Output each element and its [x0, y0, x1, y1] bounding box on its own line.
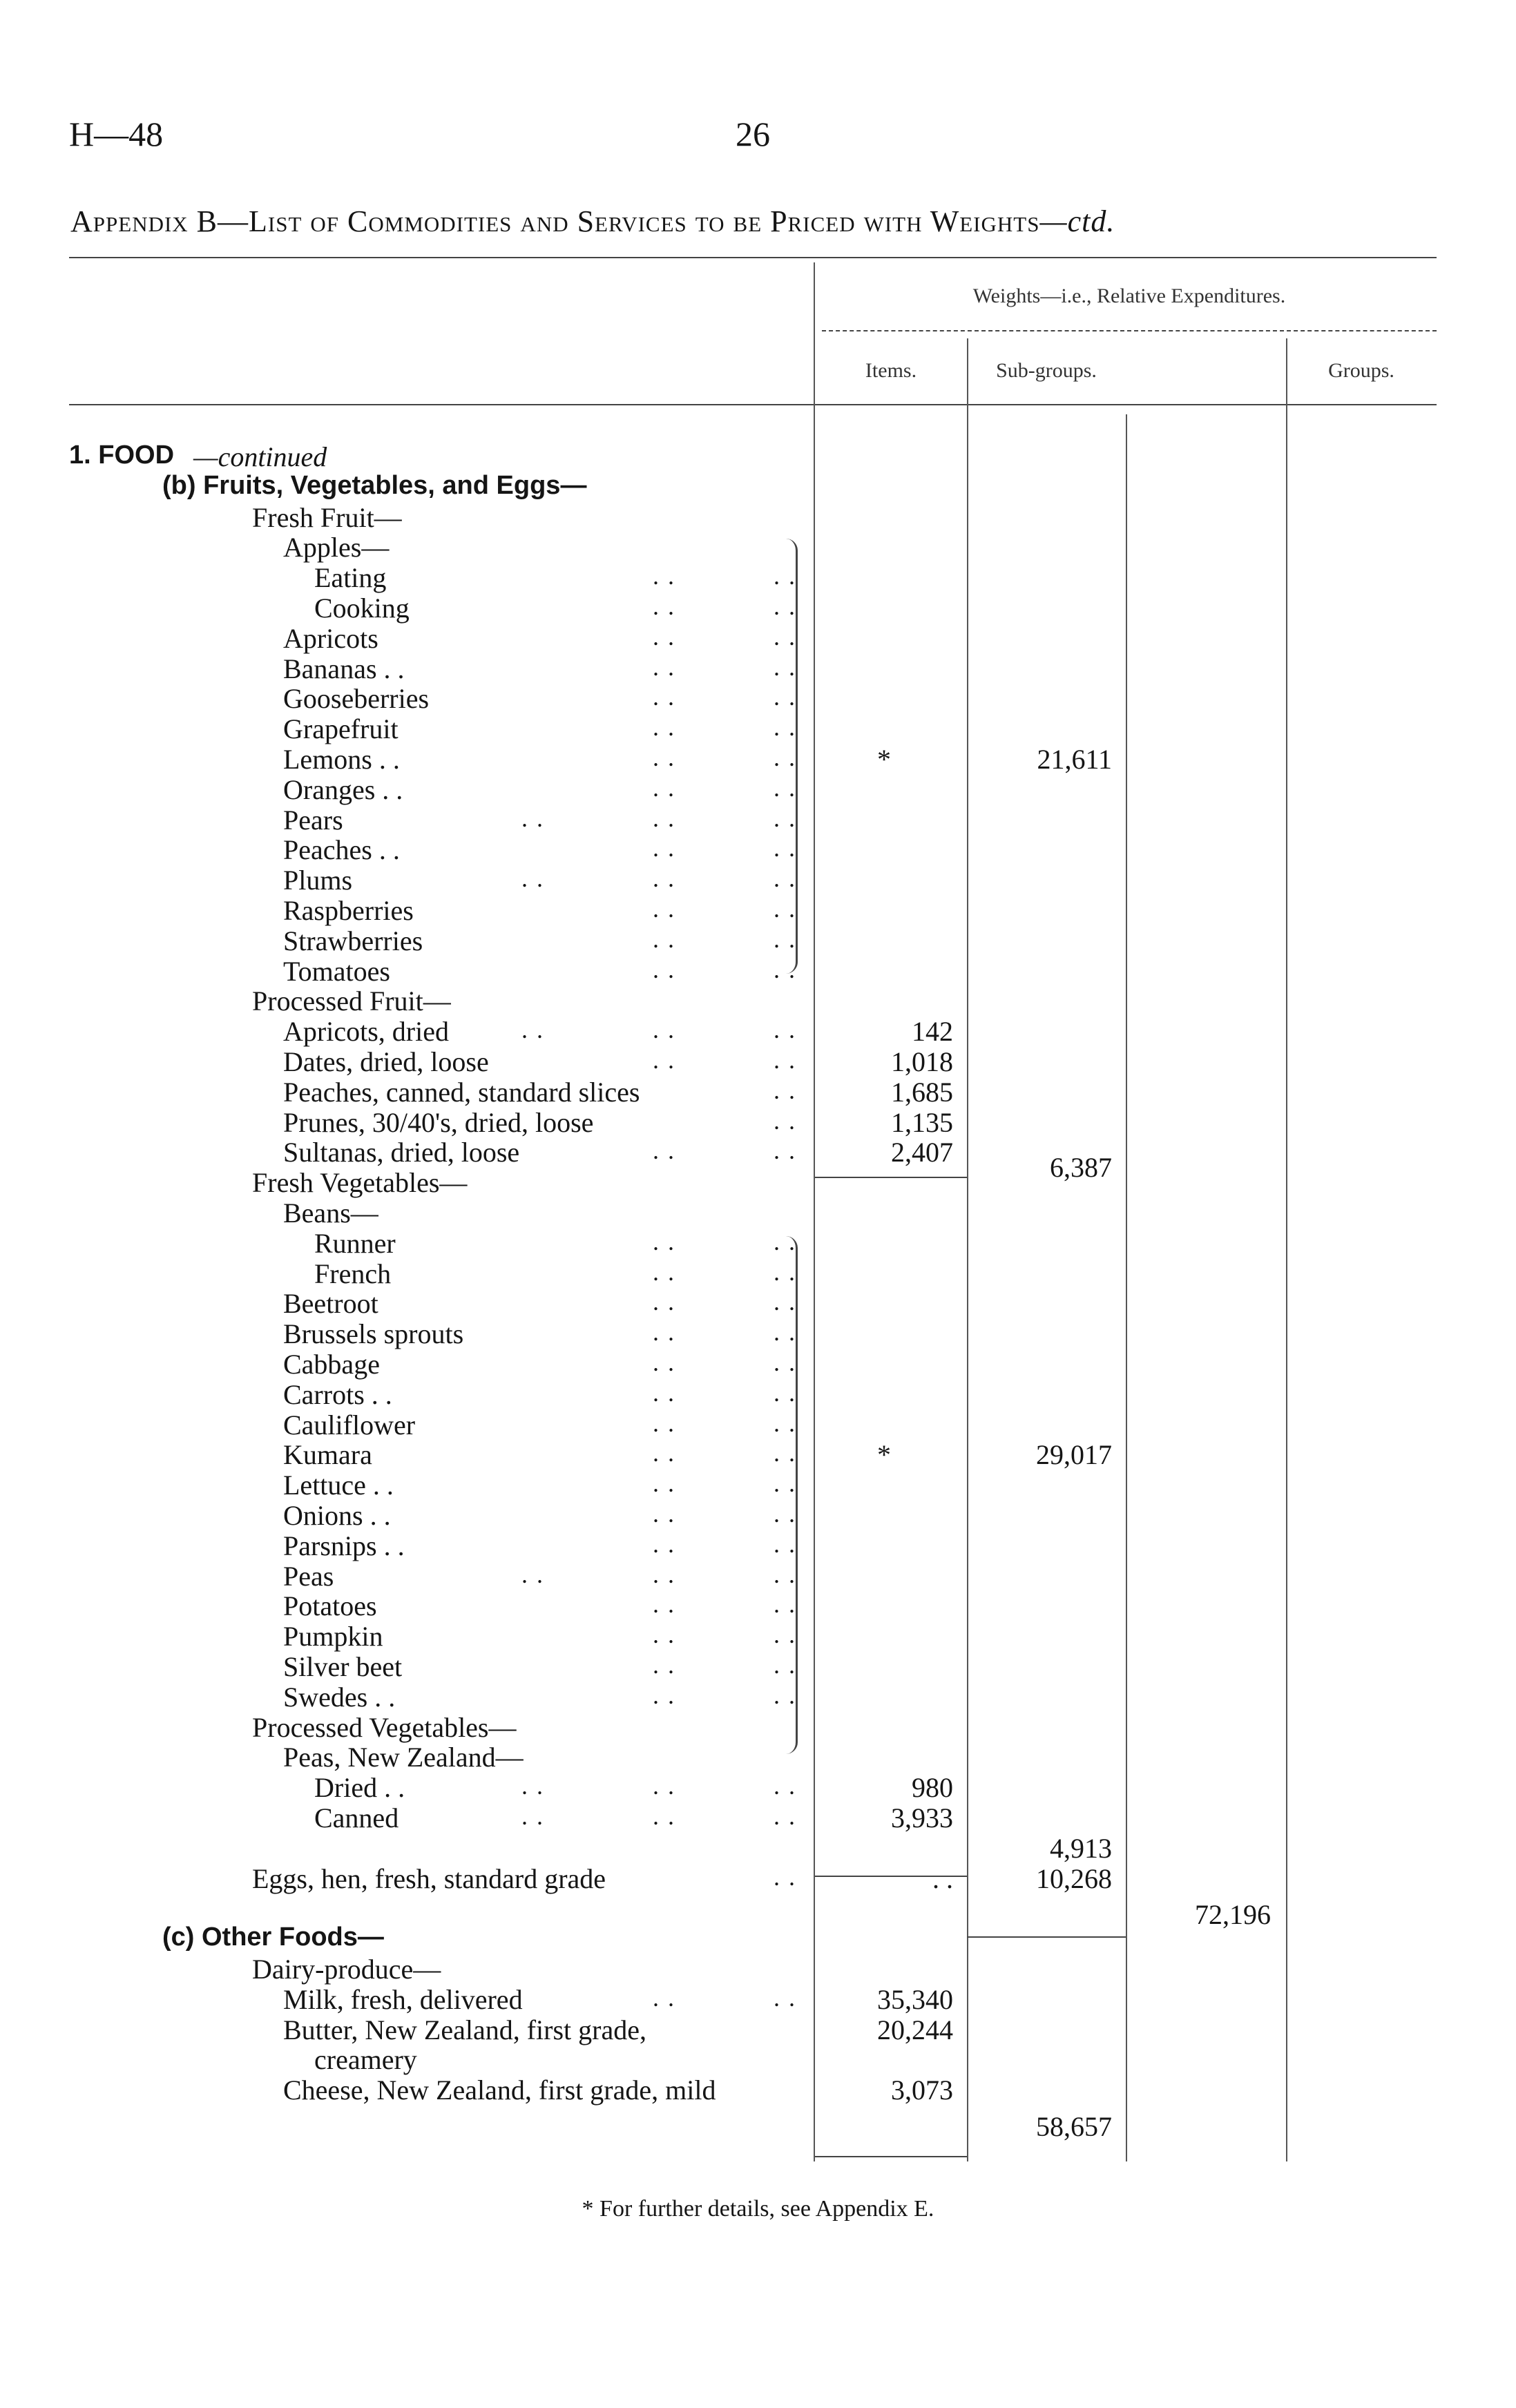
row-label: Peaches . .: [283, 834, 400, 866]
table-row: [0, 1953, 1516, 1983]
dot-leader: . .: [774, 1349, 796, 1376]
top-rule: [69, 257, 1437, 258]
dot-leader: . .: [653, 1288, 675, 1316]
dot-leader: . .: [653, 1137, 675, 1165]
table-row: [0, 1136, 1516, 1166]
table-row: [0, 713, 1516, 743]
dot-leader: . .: [774, 1288, 796, 1316]
dot-leader: . .: [774, 1651, 796, 1679]
table-row: [0, 531, 1516, 564]
dot-leader: . .: [774, 1621, 796, 1649]
dot-leader: . .: [774, 1681, 796, 1709]
row-label: Potatoes: [283, 1590, 377, 1622]
dot-leader: . .: [653, 773, 675, 802]
dot-leader: . .: [774, 1500, 796, 1528]
row-label: 1. FOOD: [69, 441, 175, 470]
dot-leader: . .: [653, 865, 675, 893]
dot-leader: . .: [653, 1530, 675, 1558]
table-row: [0, 925, 1516, 955]
dot-leader: . .: [653, 1470, 675, 1498]
page-number: 26: [736, 115, 770, 153]
table-row: [0, 1197, 1516, 1227]
row-label: Sultanas, dried, loose: [283, 1137, 520, 1168]
items-value: 35,340: [877, 1983, 953, 2015]
dot-leader: . .: [774, 1772, 796, 1800]
dot-leader: . .: [774, 773, 796, 802]
dot-leader: . .: [653, 1046, 675, 1074]
dot-leader: . .: [774, 1409, 796, 1437]
sub-value: 4,913: [1050, 1832, 1112, 1864]
row-label: Kumara: [283, 1439, 372, 1471]
items-value: 20,244: [877, 2014, 953, 2045]
table-row: [0, 1076, 1516, 1106]
row-label: Eggs, hen, fresh, standard grade: [252, 1862, 606, 1894]
dot-leader: . .: [653, 744, 675, 771]
table-row: [0, 1832, 1516, 1862]
table-row: [0, 622, 1516, 653]
dot-leader: . .: [774, 1862, 796, 1891]
row-label: Eating: [314, 562, 387, 594]
row-label: Raspberries: [283, 895, 414, 926]
dot-leader: . .: [653, 1258, 675, 1286]
table-row: [0, 1106, 1516, 1137]
dot-leader: . .: [774, 1439, 796, 1467]
table-row: [0, 1771, 1516, 1802]
dot-leader: . .: [653, 622, 675, 651]
row-label: Gooseberries: [283, 683, 430, 715]
row-label: Fresh Vegetables—: [252, 1167, 468, 1199]
items-value: 1,135: [891, 1106, 953, 1138]
dot-leader: . .: [774, 1137, 796, 1165]
dot-leader: . .: [521, 804, 544, 832]
items-header: Items.: [865, 359, 917, 382]
row-label: Apricots, dried: [283, 1016, 449, 1048]
table-row: [0, 894, 1516, 925]
sub-value: 58,657: [1036, 2110, 1112, 2142]
dot-leader: . .: [653, 834, 675, 863]
row-label: Apples—: [283, 532, 390, 564]
table-row: [0, 804, 1516, 834]
row-label: Cauliflower: [283, 1409, 416, 1441]
dot-leader: . .: [653, 1651, 675, 1679]
row-label: Dates, dried, loose: [283, 1046, 489, 1077]
table-row: [0, 1378, 1516, 1409]
dot-leader: . .: [653, 804, 675, 832]
table-row: [0, 955, 1516, 985]
table-row: [0, 441, 1516, 471]
dot-leader: . .: [653, 1681, 675, 1709]
table-row: [0, 1530, 1516, 1560]
table-row: [0, 743, 1516, 773]
sub-value: 6,387: [1050, 1152, 1112, 1184]
items-value: 2,407: [891, 1137, 953, 1168]
dot-leader: . .: [774, 622, 796, 651]
dot-leader: . .: [521, 1772, 544, 1800]
row-label: Fresh Fruit—: [252, 501, 402, 533]
dot-leader: . .: [521, 1560, 544, 1588]
page-title: Appendix B—List of Commodities and Services to be Priced with Weights—ctd.: [70, 204, 1115, 238]
row-label: Carrots . .: [283, 1378, 392, 1410]
row-label: Grapefruit: [283, 713, 399, 745]
dot-leader: . .: [653, 1409, 675, 1437]
row-label: Onions . .: [283, 1500, 391, 1531]
row-label: Cabbage: [283, 1349, 380, 1380]
table-row: [0, 2074, 1516, 2104]
table-row: [0, 1287, 1516, 1318]
row-label: Tomatoes: [283, 955, 390, 987]
dot-leader: . .: [653, 1227, 675, 1255]
row-label: Pumpkin: [283, 1621, 383, 1653]
table-row: [0, 1046, 1516, 1076]
dot-leader: . .: [774, 804, 796, 832]
dot-leader: . .: [774, 683, 796, 711]
dot-leader: . .: [521, 1802, 544, 1830]
dot-leader: . .: [774, 1076, 796, 1104]
table-row: [0, 1802, 1516, 1832]
items-value: . .: [932, 1862, 953, 1894]
dot-leader: . .: [653, 653, 675, 681]
row-label: Oranges . .: [283, 773, 403, 805]
table-row: [0, 1650, 1516, 1681]
row-label: Silver beet: [283, 1651, 403, 1682]
grp-value: 72,196: [1195, 1899, 1271, 1931]
dot-leader: . .: [653, 1802, 675, 1830]
row-label: Processed Vegetables—: [252, 1711, 517, 1743]
items-value: 3,073: [891, 2074, 953, 2106]
row-label: Strawberries: [283, 925, 423, 956]
row-label: Milk, fresh, delivered: [283, 1983, 523, 2015]
items-value: *: [877, 1439, 891, 1471]
dot-leader: . .: [774, 1983, 796, 2012]
dot-leader: . .: [774, 744, 796, 771]
dot-leader: . .: [653, 1560, 675, 1588]
table-row: [0, 1681, 1516, 1711]
row-label: Butter, New Zealand, first grade,: [283, 2014, 646, 2045]
dot-leader: . .: [653, 1983, 675, 2012]
row-label: Cooking: [314, 593, 410, 624]
table-row: [0, 1620, 1516, 1653]
dot-leader: . .: [774, 1590, 796, 1619]
table-row: [0, 1983, 1516, 2014]
table-row: [0, 1923, 1516, 1953]
dot-leader: . .: [774, 1560, 796, 1588]
dot-leader: . .: [774, 925, 796, 953]
row-label: Dairy-produce—: [252, 1954, 441, 1985]
dairy-subtotal-rule: [815, 2156, 967, 2157]
row-label: Peaches, canned, standard slices: [283, 1076, 640, 1108]
dot-leader: . .: [774, 1046, 796, 1074]
row-label: creamery: [314, 2044, 417, 2076]
row-label: Lemons . .: [283, 744, 400, 775]
dot-leader: . .: [774, 1106, 796, 1135]
dot-leader: . .: [774, 1530, 796, 1558]
table-row: [0, 1438, 1516, 1469]
table-row: [0, 2043, 1516, 2074]
dot-leader: . .: [774, 1378, 796, 1407]
items-value: 1,018: [891, 1046, 953, 1077]
sub-value: 21,611: [1037, 744, 1112, 775]
table-row: [0, 864, 1516, 894]
table-row: [0, 834, 1516, 864]
sub-value: 29,017: [1036, 1439, 1112, 1471]
items-value: *: [877, 744, 891, 775]
table-row: [0, 653, 1516, 683]
dot-leader: . .: [774, 1227, 796, 1255]
table-row: [0, 1348, 1516, 1378]
table-row: [0, 773, 1516, 804]
table-row: [0, 1318, 1516, 1348]
dot-leader: . .: [653, 1590, 675, 1619]
row-label: Dried . .: [314, 1772, 405, 1804]
row-label: Bananas . .: [283, 653, 405, 684]
dot-leader: . .: [774, 834, 796, 863]
row-label: Peas, New Zealand—: [283, 1742, 524, 1773]
row-label: Swedes . .: [283, 1681, 396, 1713]
row-label: Brussels sprouts: [283, 1318, 464, 1350]
table-row: [0, 985, 1516, 1015]
header-bottom-rule: [69, 404, 1437, 405]
row-label: Pears: [283, 804, 343, 836]
table-row: [0, 1015, 1516, 1046]
dot-leader: . .: [653, 895, 675, 923]
dot-leader: . .: [521, 1016, 544, 1044]
row-label: (b) Fruits, Vegetables, and Eggs—: [162, 470, 587, 500]
items-value: 142: [912, 1016, 953, 1048]
dot-leader: . .: [653, 562, 675, 590]
dot-leader: . .: [774, 1016, 796, 1044]
continued-note: —continued: [193, 441, 327, 472]
table-row: [0, 1227, 1516, 1258]
dot-leader: . .: [653, 713, 675, 742]
table-row: [0, 1892, 1516, 1931]
dot-leader: . .: [774, 653, 796, 681]
groups-header: Groups.: [1328, 359, 1394, 382]
table-row: [0, 1560, 1516, 1590]
row-label: Apricots: [283, 622, 378, 654]
items-value: 1,685: [891, 1076, 953, 1108]
table-row: [0, 682, 1516, 713]
dot-leader: . .: [774, 895, 796, 923]
weights-header: Weights—i.e., Relative Expenditures.: [972, 285, 1286, 307]
table-row: [0, 501, 1516, 532]
dot-leader: . .: [774, 1318, 796, 1347]
table-row: [0, 1258, 1516, 1288]
dot-leader: . .: [774, 1470, 796, 1498]
dot-leader: . .: [653, 683, 675, 711]
row-label: (c) Other Foods—: [162, 1923, 384, 1952]
weights-rule: [822, 330, 1437, 331]
dot-leader: . .: [774, 593, 796, 620]
items-value: 980: [912, 1772, 953, 1804]
row-label: Plums: [283, 865, 353, 896]
sub-value: 10,268: [1036, 1862, 1112, 1894]
dot-leader: . .: [653, 1621, 675, 1649]
dot-leader: . .: [774, 1258, 796, 1286]
table-row: [0, 1711, 1516, 1742]
dot-leader: . .: [653, 1378, 675, 1407]
table-row: [0, 1590, 1516, 1620]
subgroups-header: Sub-groups.: [996, 359, 1097, 382]
row-label: Parsnips . .: [283, 1530, 405, 1561]
table-row: [0, 1409, 1516, 1439]
row-label: French: [314, 1258, 392, 1289]
row-label: Lettuce . .: [283, 1470, 394, 1501]
dot-leader: . .: [653, 1500, 675, 1528]
dot-leader: . .: [521, 865, 544, 893]
dot-leader: . .: [774, 1802, 796, 1830]
table-row: [0, 592, 1516, 622]
table-row: [0, 1862, 1516, 1893]
dot-leader: . .: [774, 713, 796, 742]
dot-leader: . .: [653, 1318, 675, 1347]
row-label: Prunes, 30/40's, dried, loose: [283, 1106, 594, 1138]
document-reference: H—48: [69, 115, 164, 153]
dot-leader: . .: [653, 1772, 675, 1800]
dot-leader: . .: [653, 593, 675, 620]
table-row: [0, 561, 1516, 592]
row-label: Runner: [314, 1227, 396, 1259]
row-label: Beans—: [283, 1197, 378, 1229]
table-row: [0, 471, 1516, 501]
table-row: [0, 1469, 1516, 1499]
row-label: Cheese, New Zealand, first grade, mild: [283, 2074, 716, 2106]
dot-leader: . .: [774, 955, 796, 983]
table-row: [0, 2104, 1516, 2142]
row-label: Processed Fruit—: [252, 985, 451, 1017]
row-label: Canned: [314, 1802, 399, 1833]
dot-leader: . .: [653, 1016, 675, 1044]
dot-leader: . .: [653, 925, 675, 953]
items-value: 3,933: [891, 1802, 953, 1833]
dot-leader: . .: [653, 955, 675, 983]
table-row: [0, 1499, 1516, 1530]
row-label: Beetroot: [283, 1288, 378, 1320]
dot-leader: . .: [653, 1439, 675, 1467]
table-row: [0, 1741, 1516, 1771]
table-row: [0, 2014, 1516, 2044]
dot-leader: . .: [774, 562, 796, 590]
row-label: Peas: [283, 1560, 334, 1592]
dot-leader: . .: [774, 865, 796, 893]
footnote: * For further details, see Appendix E.: [582, 2196, 934, 2222]
dot-leader: . .: [653, 1349, 675, 1376]
